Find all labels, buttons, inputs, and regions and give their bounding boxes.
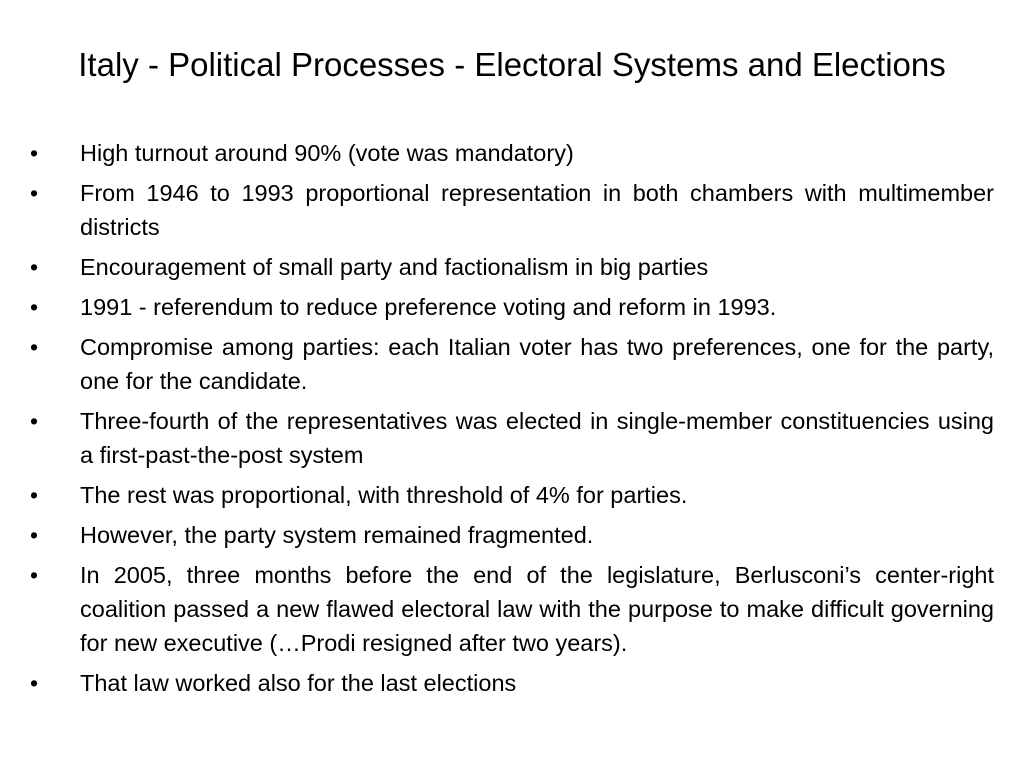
bullet-item <box>30 478 994 512</box>
bullet-point-icon: • <box>30 482 39 508</box>
bullet-item <box>30 518 994 552</box>
bullet-point-icon: • <box>30 522 39 548</box>
bullet-text: 1991 - referendum to reduce preference voting and reform in 1993. <box>80 294 777 320</box>
bullet-point-icon: • <box>30 408 39 434</box>
bullet-point-icon: • <box>30 294 39 320</box>
bullet-text: Encouragement of small party and factionalism in big parties <box>80 254 709 280</box>
bullet-text: In 2005, three months before the end of the legislature, Berlusconi’s center-right coalition passed a new flawed electoral law with the purpose to make difficult governing for new executive (…Prodi resigned after two years). <box>80 562 994 656</box>
bullet-text: High turnout around 90% (vote was mandatory) <box>80 140 574 166</box>
bullet-text: From 1946 to 1993 proportional representation in both chambers with multimember districts <box>80 180 994 240</box>
bullet-item <box>30 176 994 244</box>
bullet-item <box>30 330 994 398</box>
bullet-text: Three-fourth of the representatives was elected in single-member constituencies using a first-past-the-post system <box>80 408 994 468</box>
bullet-item <box>30 404 994 472</box>
bullet-item <box>30 290 994 324</box>
bullet-text: The rest was proportional, with threshold of 4% for parties. <box>80 482 688 508</box>
slide-title: Italy - Political Processes - Electoral Systems and Elections <box>78 46 946 83</box>
bullet-text: Compromise among parties: each Italian voter has two preferences, one for the party, one for the candidate. <box>80 334 994 394</box>
bullet-list <box>30 136 994 706</box>
bullet-point-icon: • <box>30 334 39 360</box>
bullet-point-icon: • <box>30 562 39 588</box>
bullet-point-icon: • <box>30 140 39 166</box>
bullet-item <box>30 558 994 660</box>
bullet-point-icon: • <box>30 180 39 206</box>
bullet-text: That law worked also for the last elections <box>80 670 517 696</box>
bullet-point-icon: • <box>30 670 39 696</box>
bullet-item <box>30 250 994 284</box>
bullet-text: However, the party system remained fragmented. <box>80 522 594 548</box>
bullet-point-icon: • <box>30 254 39 280</box>
bullet-item <box>30 136 994 170</box>
bullet-item <box>30 666 994 700</box>
